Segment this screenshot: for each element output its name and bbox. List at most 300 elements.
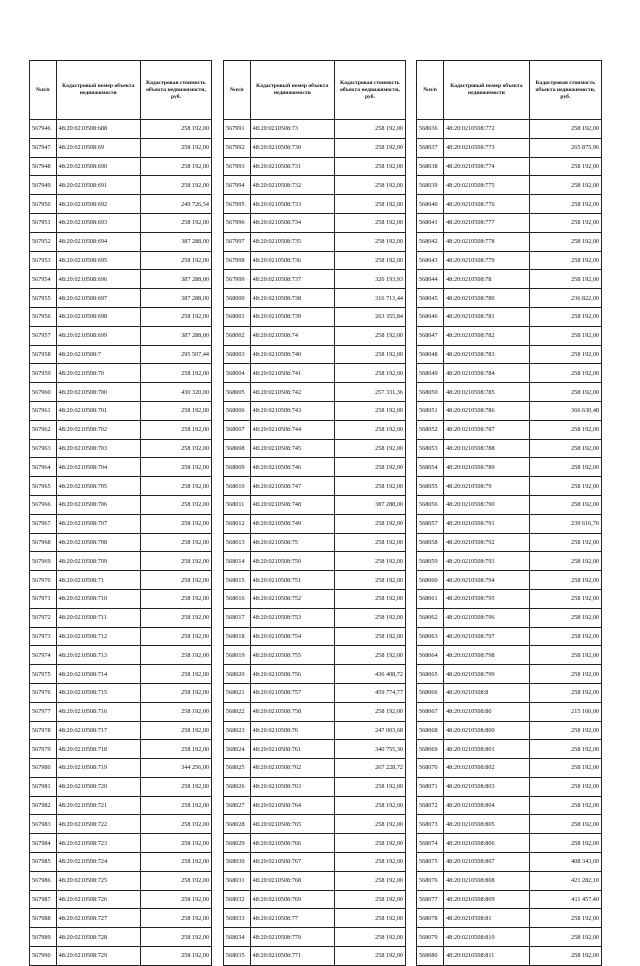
- table-row: [417, 176, 602, 195]
- cadastral-number: 48:20:0210508:710: [56, 589, 140, 608]
- table-row: [30, 947, 212, 966]
- row-number: 568007: [224, 420, 251, 439]
- table-row: [417, 120, 602, 139]
- table-row: [30, 495, 212, 514]
- table-row: [30, 890, 212, 909]
- table-row: [30, 909, 212, 928]
- row-number: 568027: [224, 796, 251, 815]
- cadastral-value: 258 192,00: [140, 176, 211, 195]
- row-number: 568034: [224, 928, 251, 947]
- row-number: 568002: [224, 326, 251, 345]
- cadastral-number: 48:20:0210508:736: [250, 251, 334, 270]
- row-number: 567975: [30, 665, 57, 684]
- table-row: [30, 514, 212, 533]
- cadastral-value: 258 192,00: [334, 608, 405, 627]
- row-number: 568057: [417, 514, 444, 533]
- table-row: [30, 834, 212, 853]
- row-number: 567990: [30, 947, 57, 966]
- table-header-row: [30, 61, 212, 120]
- row-number: 568008: [224, 439, 251, 458]
- cadastral-number: 48:20:0210508:75: [250, 533, 334, 552]
- cadastral-number: 48:20:0210508:733: [250, 195, 334, 214]
- table-row: [224, 796, 406, 815]
- row-number: 568026: [224, 777, 251, 796]
- table-row: [30, 195, 212, 214]
- cadastral-number: 48:20:0210508:694: [56, 232, 140, 251]
- cadastral-number: 48:20:0210508:810: [444, 928, 530, 947]
- table-row: [417, 759, 602, 778]
- table-row: [224, 777, 406, 796]
- cadastral-value: 249 726,54: [140, 195, 211, 214]
- cadastral-value: 258 192,00: [529, 533, 601, 552]
- row-number: 567962: [30, 420, 57, 439]
- cadastral-number: 48:20:0210508:693: [56, 213, 140, 232]
- row-number: 568031: [224, 871, 251, 890]
- row-number: 567978: [30, 721, 57, 740]
- table-row: [30, 364, 212, 383]
- cadastral-number: 48:20:0210508:809: [444, 890, 530, 909]
- cadastral-number: 48:20:0210508:801: [444, 740, 530, 759]
- table-row: [417, 871, 602, 890]
- row-number: 568004: [224, 364, 251, 383]
- table-row: [417, 477, 602, 496]
- cadastral-value: 258 192,00: [529, 627, 601, 646]
- cadastral-number: 48:20:0210508:808: [444, 871, 530, 890]
- cadastral-number: 48:20:0210508:79: [444, 477, 530, 496]
- table-row: [224, 890, 406, 909]
- table-row: [30, 270, 212, 289]
- cadastral-value: 258 192,00: [529, 176, 601, 195]
- cadastral-value: 258 192,00: [140, 120, 211, 139]
- table-row: [224, 420, 406, 439]
- table-row: [30, 608, 212, 627]
- row-number: 567950: [30, 195, 57, 214]
- cadastral-value: 258 192,00: [140, 364, 211, 383]
- cadastral-value: 236 822,00: [529, 289, 601, 308]
- row-number: 568022: [224, 702, 251, 721]
- table-row: [30, 157, 212, 176]
- cadastral-number: 48:20:0210508:751: [250, 571, 334, 590]
- table-row: [224, 213, 406, 232]
- row-number: 567954: [30, 270, 57, 289]
- cadastral-value: 258 192,00: [334, 815, 405, 834]
- cadastral-value: 387 288,00: [140, 289, 211, 308]
- row-number: 568000: [224, 289, 251, 308]
- cadastral-number: 48:20:0210508:725: [56, 871, 140, 890]
- cadastral-number: 48:20:0210508:739: [250, 307, 334, 326]
- cadastral-value: 320 193,93: [334, 270, 405, 289]
- table-row: [30, 552, 212, 571]
- cadastral-number: 48:20:0210508:730: [250, 138, 334, 157]
- table-row: [30, 420, 212, 439]
- table-row: [417, 270, 602, 289]
- cadastral-number: 48:20:0210508:794: [444, 571, 530, 590]
- table-row: [224, 740, 406, 759]
- cadastral-number: 48:20:0210508:797: [444, 627, 530, 646]
- table-row: [417, 702, 602, 721]
- table-row: [30, 383, 212, 402]
- row-number: 568053: [417, 439, 444, 458]
- cadastral-number: 48:20:0210508:769: [250, 890, 334, 909]
- row-number: 568050: [417, 383, 444, 402]
- row-number: 568070: [417, 759, 444, 778]
- row-number: 568011: [224, 495, 251, 514]
- cadastral-value: 258 192,00: [529, 815, 601, 834]
- table-row: [30, 796, 212, 815]
- cadastral-number: 48:20:0210508:699: [56, 326, 140, 345]
- cadastral-value: 258 192,00: [529, 120, 601, 139]
- table-row: [224, 646, 406, 665]
- row-number: 568023: [224, 721, 251, 740]
- row-number: 568051: [417, 401, 444, 420]
- cadastral-number: 48:20:0210508:734: [250, 213, 334, 232]
- table-row: [224, 871, 406, 890]
- cadastral-number: 48:20:0210508:774: [444, 157, 530, 176]
- table-row: [30, 120, 212, 139]
- cadastral-number: 48:20:0210508:765: [250, 815, 334, 834]
- table-row: [224, 947, 406, 966]
- table-row: [417, 890, 602, 909]
- row-number: 568010: [224, 477, 251, 496]
- cadastral-number: 48:20:0210508:727: [56, 909, 140, 928]
- cadastral-value: 258 192,00: [334, 420, 405, 439]
- row-number: 567994: [224, 176, 251, 195]
- cadastral-value: 258 192,00: [529, 232, 601, 251]
- cadastral-value: 459 774,77: [334, 683, 405, 702]
- cadastral-value: 258 192,00: [529, 909, 601, 928]
- cadastral-value: 295 507,44: [140, 345, 211, 364]
- table-row: [224, 345, 406, 364]
- cadastral-number: 48:20:0210508:69: [56, 138, 140, 157]
- table-row: [224, 552, 406, 571]
- cadastral-value: 258 192,00: [140, 909, 211, 928]
- cadastral-value: 258 192,00: [529, 928, 601, 947]
- cadastral-value: 258 192,00: [140, 646, 211, 665]
- row-number: 567946: [30, 120, 57, 139]
- row-number: 567985: [30, 853, 57, 872]
- cadastral-value: 387 288,00: [140, 232, 211, 251]
- row-number: 567988: [30, 909, 57, 928]
- cadastral-value: 258 192,00: [140, 439, 211, 458]
- table-row: [30, 307, 212, 326]
- cadastral-value: 430 320,00: [140, 383, 211, 402]
- table-row: [224, 834, 406, 853]
- row-number: 568044: [417, 270, 444, 289]
- cadastral-value: 258 192,00: [529, 796, 601, 815]
- cadastral-value: 258 192,00: [140, 777, 211, 796]
- table-header-row: [224, 61, 406, 120]
- cadastral-number: 48:20:0210508:779: [444, 251, 530, 270]
- table-row: [30, 871, 212, 890]
- cadastral-number: 48:20:0210508:750: [250, 552, 334, 571]
- row-number: 568028: [224, 815, 251, 834]
- header-value: Кадастровая стоимость объекта недвижимости, руб.: [140, 61, 211, 120]
- cadastral-value: 258 192,00: [140, 627, 211, 646]
- cadastral-number: 48:20:0210508:785: [444, 383, 530, 402]
- row-number: 568017: [224, 608, 251, 627]
- row-number: 568055: [417, 477, 444, 496]
- cadastral-number: 48:20:0210508:763: [250, 777, 334, 796]
- cadastral-value: 258 192,00: [529, 947, 601, 966]
- cadastral-number: 48:20:0210508:745: [250, 439, 334, 458]
- row-number: 567980: [30, 759, 57, 778]
- cadastral-number: 48:20:0210508:742: [250, 383, 334, 402]
- cadastral-value: 258 192,00: [140, 157, 211, 176]
- table-row: [30, 345, 212, 364]
- cadastral-number: 48:20:0210508:767: [250, 853, 334, 872]
- row-number: 568001: [224, 307, 251, 326]
- cadastral-number: 48:20:0210508:737: [250, 270, 334, 289]
- cadastral-value: 258 192,00: [529, 721, 601, 740]
- table-row: [30, 627, 212, 646]
- cadastral-number: 48:20:0210508:716: [56, 702, 140, 721]
- cadastral-value: 258 192,00: [140, 251, 211, 270]
- row-number: 568015: [224, 571, 251, 590]
- cadastral-number: 48:20:0210508:768: [250, 871, 334, 890]
- table-row: [224, 138, 406, 157]
- cadastral-value: 258 192,00: [334, 138, 405, 157]
- cadastral-value: 411 457,40: [529, 890, 601, 909]
- table-row: [224, 533, 406, 552]
- row-number: 568058: [417, 533, 444, 552]
- cadastral-number: 48:20:0210508:761: [250, 740, 334, 759]
- cadastral-value: 258 192,00: [529, 571, 601, 590]
- table-row: [417, 195, 602, 214]
- table-row: [224, 928, 406, 947]
- row-number: 568013: [224, 533, 251, 552]
- cadastral-value: 258 192,00: [529, 345, 601, 364]
- cadastral-value: 258 192,00: [334, 477, 405, 496]
- cadastral-value: 258 192,00: [140, 213, 211, 232]
- table-row: [417, 458, 602, 477]
- table-row: [417, 646, 602, 665]
- cadastral-value: 258 192,00: [334, 777, 405, 796]
- table-row: [224, 195, 406, 214]
- cadastral-number: 48:20:0210508:800: [444, 721, 530, 740]
- cadastral-number: 48:20:0210508:758: [250, 702, 334, 721]
- table-row: [417, 815, 602, 834]
- cadastral-value: 258 192,00: [529, 420, 601, 439]
- cadastral-number: 48:20:0210508:697: [56, 289, 140, 308]
- cadastral-number: 48:20:0210508:707: [56, 514, 140, 533]
- cadastral-number: 48:20:0210508:706: [56, 495, 140, 514]
- cadastral-number: 48:20:0210508:793: [444, 552, 530, 571]
- cadastral-number: 48:20:0210508:788: [444, 439, 530, 458]
- table-row: [30, 721, 212, 740]
- row-number: 567965: [30, 477, 57, 496]
- cadastral-value: 344 256,00: [140, 759, 211, 778]
- row-number: 568076: [417, 871, 444, 890]
- row-number: 567966: [30, 495, 57, 514]
- cadastral-value: 258 192,00: [334, 326, 405, 345]
- header-value: Кадастровая стоимость объекта недвижимости, руб.: [529, 61, 601, 120]
- cadastral-number: 48:20:0210508:790: [444, 495, 530, 514]
- cadastral-number: 48:20:0210508:722: [56, 815, 140, 834]
- cadastral-number: 48:20:0210508:796: [444, 608, 530, 627]
- cadastral-number: 48:20:0210508:704: [56, 458, 140, 477]
- row-number: 567979: [30, 740, 57, 759]
- row-number: 567961: [30, 401, 57, 420]
- row-number: 567976: [30, 683, 57, 702]
- cadastral-value: 258 192,00: [140, 947, 211, 966]
- cadastral-number: 48:20:0210508:708: [56, 533, 140, 552]
- cadastral-number: 48:20:0210508:756: [250, 665, 334, 684]
- cadastral-value: 258 192,00: [140, 458, 211, 477]
- table-row: [417, 232, 602, 251]
- table-row: [417, 589, 602, 608]
- row-number: 567956: [30, 307, 57, 326]
- cadastral-value: 258 192,00: [140, 834, 211, 853]
- row-number: 567982: [30, 796, 57, 815]
- table-row: [417, 439, 602, 458]
- row-number: 567973: [30, 627, 57, 646]
- row-number: 567971: [30, 589, 57, 608]
- cadastral-number: 48:20:0210508:782: [444, 326, 530, 345]
- cadastral-number: 48:20:0210508:691: [56, 176, 140, 195]
- row-number: 568005: [224, 383, 251, 402]
- row-number: 568062: [417, 608, 444, 627]
- cadastral-number: 48:20:0210508:771: [250, 947, 334, 966]
- cadastral-number: 48:20:0210508:754: [250, 627, 334, 646]
- table-row: [417, 345, 602, 364]
- table-row: [30, 138, 212, 157]
- row-number: 568018: [224, 627, 251, 646]
- row-number: 567949: [30, 176, 57, 195]
- cadastral-number: 48:20:0210508:753: [250, 608, 334, 627]
- table-row: [417, 740, 602, 759]
- table-row: [30, 289, 212, 308]
- table-row: [224, 759, 406, 778]
- cadastral-value: 258 192,00: [140, 815, 211, 834]
- table-row: [224, 815, 406, 834]
- cadastral-value: 258 192,00: [529, 307, 601, 326]
- cadastral-number: 48:20:0210508:728: [56, 928, 140, 947]
- header-cadnum: Кадастровый номер объекта недвижимости: [444, 61, 530, 120]
- cadastral-number: 48:20:0210508:766: [250, 834, 334, 853]
- table-row: [417, 665, 602, 684]
- row-number: 567983: [30, 815, 57, 834]
- cadastral-number: 48:20:0210508:748: [250, 495, 334, 514]
- cadastral-number: 48:20:0210508:787: [444, 420, 530, 439]
- cadastral-value: 258 192,00: [529, 326, 601, 345]
- table-row: [30, 759, 212, 778]
- cadastral-number: 48:20:0210508:741: [250, 364, 334, 383]
- cadastral-number: 48:20:0210508:799: [444, 665, 530, 684]
- cadastral-number: 48:20:0210508:775: [444, 176, 530, 195]
- cadastral-number: 48:20:0210508:752: [250, 589, 334, 608]
- cadastral-number: 48:20:0210508:729: [56, 947, 140, 966]
- cadastral-number: 48:20:0210508:698: [56, 307, 140, 326]
- cadastral-number: 48:20:0210508:731: [250, 157, 334, 176]
- table-row: [417, 307, 602, 326]
- row-number: 567984: [30, 834, 57, 853]
- table-row: [224, 251, 406, 270]
- cadastral-number: 48:20:0210508:744: [250, 420, 334, 439]
- table-row: [224, 608, 406, 627]
- cadastral-number: 48:20:0210508:717: [56, 721, 140, 740]
- cadastral-number: 48:20:0210508:702: [56, 420, 140, 439]
- cadastral-value: 258 192,00: [529, 495, 601, 514]
- row-number: 568049: [417, 364, 444, 383]
- table-row: [417, 383, 602, 402]
- cadastral-number: 48:20:0210508:71: [56, 571, 140, 590]
- table-row: [417, 420, 602, 439]
- header-cadnum: Кадастровый номер объекта недвижимости: [56, 61, 140, 120]
- cadastral-number: 48:20:0210508:783: [444, 345, 530, 364]
- row-number: 568016: [224, 589, 251, 608]
- cadastral-number: 48:20:0210508:712: [56, 627, 140, 646]
- table-row: [30, 589, 212, 608]
- cadastral-value: 258 192,00: [334, 702, 405, 721]
- row-number: 568069: [417, 740, 444, 759]
- row-number: 568059: [417, 552, 444, 571]
- table-row: [224, 270, 406, 289]
- table-row: [417, 627, 602, 646]
- cadastral-number: 48:20:0210508:784: [444, 364, 530, 383]
- cadastral-value: 258 192,00: [140, 740, 211, 759]
- cadastral-value: 366 630,48: [529, 401, 601, 420]
- table-row: [417, 834, 602, 853]
- cadastral-value: 258 192,00: [334, 571, 405, 590]
- cadastral-number: 48:20:0210508:806: [444, 834, 530, 853]
- table-row: [30, 571, 212, 590]
- cadastral-value: 258 192,00: [334, 401, 405, 420]
- cadastral-value: 258 192,00: [334, 514, 405, 533]
- table-row: [224, 307, 406, 326]
- cadastral-value: 258 192,00: [529, 458, 601, 477]
- cadastral-value: 258 192,00: [334, 834, 405, 853]
- cadastral-value: 263 355,84: [334, 307, 405, 326]
- cadastral-value: 258 192,00: [334, 120, 405, 139]
- cadastral-value: 258 192,00: [529, 213, 601, 232]
- cadastral-value: 258 192,00: [140, 589, 211, 608]
- header-cadnum: Кадастровый номер объекта недвижимости: [250, 61, 334, 120]
- table-row: [224, 439, 406, 458]
- row-number: 567972: [30, 608, 57, 627]
- row-number: 568071: [417, 777, 444, 796]
- table-row: [224, 383, 406, 402]
- cadastral-value: 258 192,00: [529, 608, 601, 627]
- cadastral-number: 48:20:0210508:786: [444, 401, 530, 420]
- row-number: 568025: [224, 759, 251, 778]
- cadastral-value: 258 192,00: [140, 796, 211, 815]
- cadastral-value: 340 755,30: [334, 740, 405, 759]
- cadastral-number: 48:20:0210508:696: [56, 270, 140, 289]
- cadastral-number: 48:20:0210508:803: [444, 777, 530, 796]
- cadastral-number: 48:20:0210508:723: [56, 834, 140, 853]
- table-row: [30, 176, 212, 195]
- cadastral-value: 215 160,00: [529, 702, 601, 721]
- row-number: 567974: [30, 646, 57, 665]
- cadastral-value: 258 192,00: [334, 589, 405, 608]
- cadastral-value: 258 192,00: [140, 307, 211, 326]
- table-row: [417, 157, 602, 176]
- row-number: 568047: [417, 326, 444, 345]
- cadastral-number: 48:20:0210508:762: [250, 759, 334, 778]
- row-number: 568040: [417, 195, 444, 214]
- cadastral-value: 258 192,00: [529, 759, 601, 778]
- cadastral-value: 258 192,00: [529, 589, 601, 608]
- table-row: [417, 138, 602, 157]
- row-number: 567959: [30, 364, 57, 383]
- row-number: 568043: [417, 251, 444, 270]
- row-number: 567970: [30, 571, 57, 590]
- cadastral-value: 258 192,00: [529, 740, 601, 759]
- header-value: Кадастровая стоимость объекта недвижимости, руб.: [334, 61, 405, 120]
- row-number: 567967: [30, 514, 57, 533]
- cadastral-table-1: [29, 60, 212, 966]
- row-number: 568048: [417, 345, 444, 364]
